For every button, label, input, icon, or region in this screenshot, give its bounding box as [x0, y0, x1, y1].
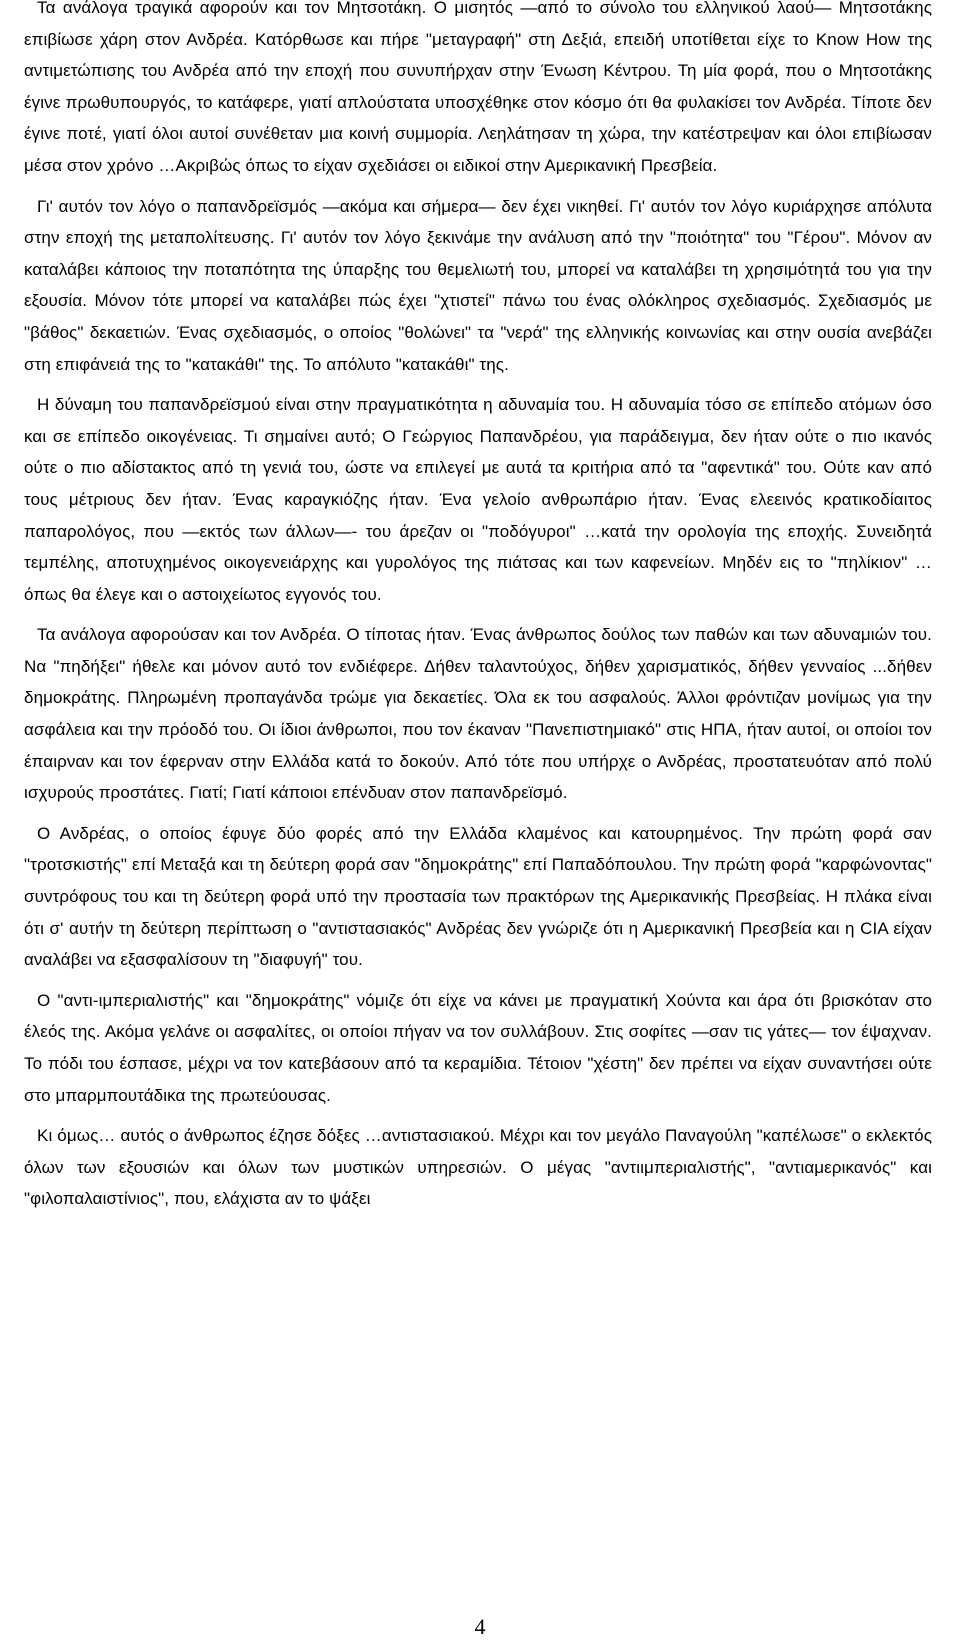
- document-body: [24, 0, 932, 1224]
- paragraph-3: Η δύναμη του παπανδρεϊσμού είναι στην πραγματικότητα η αδυναμία του. Η αδυναμία τόσο σε επίπεδο ατόμων όσο και σε επίπεδο οικογένειας. Τι σημαίνει αυτό; Ο Γεώργιος Παπανδρέου, για παράδειγμα, δεν ήταν ούτε ο πιο ικανός ούτε ο πιο αδίστακτος από τη γενιά του, ώστε να επιλεγεί με αυτά τα κριτήρια από τα "αφεντικά" του. Ούτε καν από τους μέτριους δεν ήταν. Ένας καραγκιόζης ήταν. Ένα γελοίο ανθρωπάριο ήταν. Ένας ελεεινός κρατικοδίαιτος παπαρολόγος, που —εκτός των άλλων—- του άρεζαν οι "ποδόγυροι" …κατά την ορολογία της εποχής. Συνειδητά τεμπέλης, αποτυχημένος οικογενειάρχης και γυρολόγος της πιάτσας και των καφενείων. Μηδέν εις το "πηλίκιον" …όπως θα έλεγε και ο αστοιχείωτος εγγονός του.: [24, 395, 932, 604]
- paragraph-5: Ο Ανδρέας, ο οποίος έφυγε δύο φορές από την Ελλάδα κλαμένος και κατουρημένος. Την πρώτη φορά σαν "τροτσκιστής" επί Μεταξά και τη δεύτερη φορά σαν "δημοκράτης" επί Παπαδόπουλου. Την πρώτη φορά "καρφώνοντας" συντρόφους του και τη δεύτερη φορά υπό την προστασία των πρακτόρων της Αμερικανικής Πρεσβείας. Η πλάκα είναι ότι σ' αυτήν τη δεύτερη περίπτωση ο "αντιστασιακός" Ανδρέας δεν γνώριζε ότι η Αμερικανική Πρεσβεία και η CIA είχαν αναλάβει να εξασφαλίσουν τη "διαφυγή" του.: [24, 823, 932, 970]
- paragraph-4: Τα ανάλογα αφορούσαν και τον Ανδρέα. Ο τίποτας ήταν. Ένας άνθρωπος δούλος των παθών και των αδυναμιών του. Να "πηδήξει" ήθελε και μόνον αυτό τον ενδιέφερε. Δήθεν ταλαντούχος, δήθεν χαρισματικός, δήθεν γενναίος ...δήθεν δημοκράτης. Πληρωμένη προπαγάνδα τρώμε για δεκαετίες. Όλα εκ του ασφαλούς. Άλλοι φρόντιζαν μονίμως για την ασφάλεια και την πρόοδό του. Οι ίδιοι άνθρωποι, που τον έκαναν "Πανεπιστημιακό" στις ΗΠΑ, ήταν αυτοί, οι οποίοι τον έπαιρναν και τον έφερναν στην Ελλάδα κατά το δοκούν. Από τότε που υπήρχε ο Ανδρέας, προστατευόταν από πολύ ισχυρούς προστάτες. Γιατί; Γιατί κάποιοι επένδυαν στον παπανδρεϊσμό.: [24, 625, 932, 803]
- paragraph-1: Τα ανάλογα τραγικά αφορούν και τον Μητσοτάκη. Ο μισητός —από το σύνολο του ελληνικού λαού— Μητσοτάκης επιβίωσε χάρη στον Ανδρέα. Κατόρθωσε και πήρε "μεταγραφή" στη Δεξιά, επειδή υποτίθεται είχε το Know How της αντιμετώπισης του Ανδρέα από την εποχή που συνυπήρχαν στην Ένωση Κέντρου. Τη μία φορά, που ο Μητσοτάκης έγινε πρωθυπουργός, το κατάφερε, γιατί απλούστατα υποσχέθηκε στον κόσμο ότι θα φυλακίσει τον Ανδρέα. Τίποτε δεν έγινε ποτέ, γιατί όλοι αυτοί συνέθεταν μια κοινή συμμορία. Λεηλάτησαν τη χώρα, την κατέστρεψαν και όλοι επιβίωσαν μέσα στον χρόνο …Ακριβώς όπως το είχαν σχεδιάσει οι ειδικοί στην Αμερικανική Πρεσβεία.: [24, 0, 932, 175]
- paragraph-7: Κι όμως… αυτός ο άνθρωπος έζησε δόξες …αντιστασιακού. Μέχρι και τον μεγάλο Παναγούλη "καπέλωσε" ο εκλεκτός όλων των εξουσιών και όλων των μυστικών υπηρεσιών. Ο μέγας "αντιιμπεριαλιστής", "αντιαμερικανός" και "φιλοπαλαιστίνιος", που, ελάχιστα αν το ψάξει: [24, 1126, 932, 1209]
- paragraph-2: Γι' αυτόν τον λόγο ο παπανδρεϊσμός —ακόμα και σήμερα— δεν έχει νικηθεί. Γι' αυτόν τον λόγο κυριάρχησε απόλυτα στην εποχή της μεταπολίτευσης. Γι' αυτόν τον λόγο ξεκινάμε την ανάλυση από την "ποιότητα" του "Γέρου". Μόνον αν καταλάβει κάποιος την ποταπότητα της ύπαρξης του θεμελιωτή του, μπορεί να καταλάβει τη χρησιμότητά του για την εξουσία. Μόνον τότε μπορεί να καταλάβει πώς έχει "χτιστεί" πάνω του ένας ολόκληρος σχεδιασμός. Σχεδιασμός με "βάθος" δεκαετιών. Ένας σχεδιασμός, ο οποίος "θολώνει" τα "νερά" της ελληνικής κοινωνίας και στην ουσία ανεβάζει στη επιφάνειά της το "κατακάθι" της. Το απόλυτο "κατακάθι" της.: [24, 196, 932, 374]
- page-number: 4: [474, 1614, 486, 1639]
- paragraph-6: Ο "αντι-ιμπεριαλιστής" και "δημοκράτης" νόμιζε ότι είχε να κάνει με πραγματική Χούντα και άρα ότι βρισκόταν στο έλεός της. Ακόμα γελάνε οι ασφαλίτες, οι οποίοι πήγαν να τον συλλάβουν. Στις σοφίτες —σαν τις γάτες— τον έψαχναν. Το πόδι του έσπασε, μέχρι να τον κατεβάσουν από τα κεραμίδια. Τέτοιον "χέστη" δεν πρέπει να είχαν συναντήσει ούτε στο μπαρμπουτάδικα της πρωτεύουσας.: [24, 990, 932, 1105]
